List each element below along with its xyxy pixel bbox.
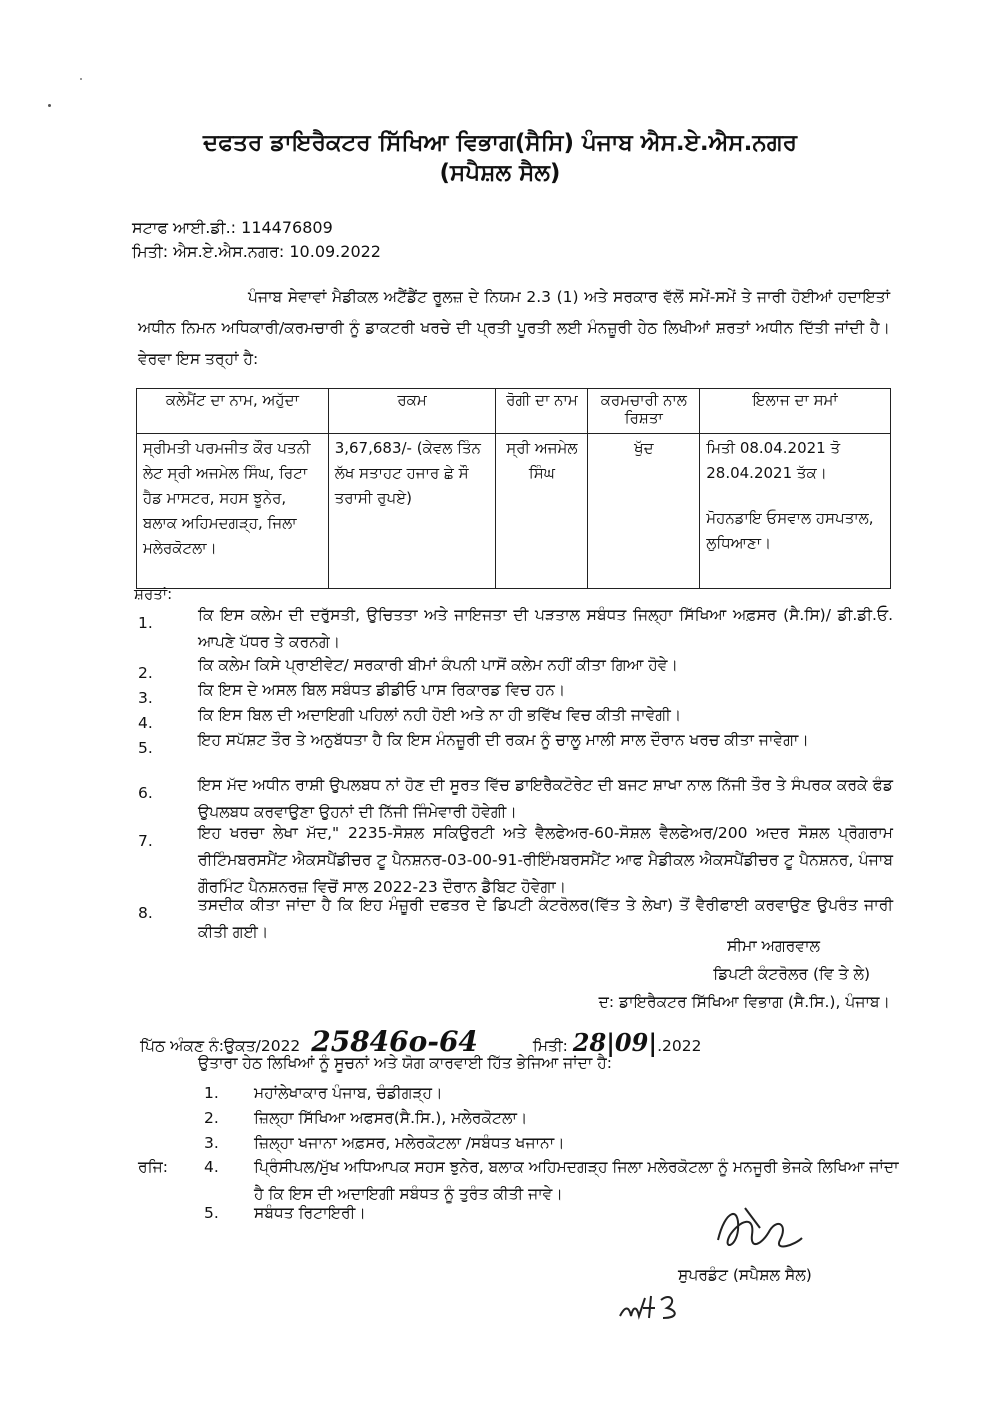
conditions-heading: ਸ਼ਰਤਾਂ: (134, 585, 173, 603)
header-treatment-period: ਇਲਾਜ ਦਾ ਸਮਾਂ (700, 389, 891, 434)
cell-claimant: ਸ੍ਰੀਮਤੀ ਪਰਮਜੀਤ ਕੌਰ ਪਤਨੀ ਲੇਟ ਸ੍ਰੀ ਅਜਮੇਲ ਸਿੰਘ, ਰਿਟਾ ਹੈਡ ਮਾਸਟਰ, ਸਹਸ ਝੂਨੇਰ, ਬਲਾਕ ਅਹਿਮਦਗੜ੍ਹ, ਜਿਲਾ ਮਲੇਰਕੋਟਲਾ। (137, 434, 329, 589)
office-title: ਦਫਤਰ ਡਾਇਰੈਕਟਰ ਸਿੱਖਿਆ ਵਿਭਾਗ(ਸੈਸਿ) ਪੰਜਾਬ ਐਸ.ਏ.ਐਸ.ਨਗਰ (202, 130, 797, 156)
signatory-designation: ਡਿਪਟੀ ਕੰਟਰੋਲਰ (ਵਿ ਤੇ ਲੇ) (713, 965, 870, 983)
header-claimant: ਕਲੇਮੈਂਟ ਦਾ ਨਾਮ, ਅਹੁੱਦਾ (137, 389, 329, 434)
header-patient: ਰੋਗੀ ਦਾ ਨਾਮ (496, 389, 588, 434)
copy-forward-line: ਉਤਾਰਾ ਹੇਠ ਲਿਖਿਆਂ ਨੂੰ ਸੂਚਨਾਂ ਅਤੇ ਯੋਗ ਕਾਰਵਾਈ ਹਿੱਤ ਭੇਜਿਆ ਜਾਂਦਾ ਹੈ: (198, 1054, 613, 1072)
header-relation: ਕਰਮਚਾਰੀ ਨਾਲ ਰਿਸ਼ਤਾ (588, 389, 700, 434)
treatment-dates: ਮਿਤੀ 08.04.2021 ਤੋ 28.04.2021 ਤੱਕ। (706, 439, 841, 482)
header-amount: ਰਕਮ (328, 389, 496, 434)
handwritten-signature (700, 1200, 810, 1260)
office-subtitle: (ਸਪੈਸ਼ਲ ਸੈਲ) (439, 160, 561, 186)
endorsement-year: .2022 (657, 1037, 702, 1055)
signatory-name: ਸੀਮਾ ਅਗਰਵਾਲ (727, 937, 820, 955)
endorsement-date-label: ਮਿਤੀ: (532, 1037, 568, 1055)
cell-treatment-period (700, 434, 891, 589)
scan-speck (48, 104, 51, 107)
endorsement-number: 25846o-64 (311, 1025, 478, 1058)
scan-speck (80, 78, 82, 80)
table-header-row (137, 389, 891, 434)
intro-paragraph: ਪੰਜਾਬ ਸੇਵਾਵਾਂ ਮੈਡੀਕਲ ਅਟੈਂਡੈਂਟ ਰੂਲਜ਼ ਦੇ ਨਿਯਮ 2.3 (1) ਅਤੇ ਸਰਕਾਰ ਵੱਲੋਂ ਸਮੇਂ-ਸਮੇਂ ਤੇ ਜਾਰੀ ਹੋਈਆਂ ਹਦਾਇਤਾਂ ਅਧੀਨ ਨਿਮਨ ਅਧਿਕਾਰੀ/ਕਰਮਚਾਰੀ ਨੂੰ ਡਾਕਟਰੀ ਖਰਚੇ ਦੀ ਪ੍ਰਤੀ ਪੂਰਤੀ ਲਈ ਮੰਨਜ਼ੂਰੀ ਹੇਠ ਲਿਖੀਆਂ ਸ਼ਰਤਾਂ ਅਧੀਨ ਦਿੱਤੀ ਜਾਂਦੀ ਹੈ। ਵੇਰਵਾ ਇਸ ਤਰ੍ਹਾਂ ਹੈ: (138, 288, 890, 368)
cell-patient: ਸ੍ਰੀ ਅਜਮੇਲ ਸਿੰਘ (496, 434, 588, 589)
cell-amount: 3,67,683/- (ਕੇਵਲ ਤਿੰਨ ਲੱਖ ਸਤਾਹਟ ਹਜਾਰ ਛੇ ਸੌ ਤਰਾਸੀ ਰੁਪਏ) (328, 434, 496, 589)
initials-scribble (615, 1288, 695, 1324)
letter-date: ਮਿਤੀ: ਐਸ.ਏ.ਐਸ.ਨਗਰ: 10.09.2022 (132, 242, 381, 261)
staff-id: ਸਟਾਫ ਆਈ.ਡੀ.: 114476809 (132, 218, 333, 237)
hospital-name: ਮੋਹਨਡਾਇ ਓਸਵਾਲ ਹਸਪਤਾਲ, ਲੁਧਿਆਣਾ। (706, 509, 874, 552)
endorsement-prefix: ਪਿੱਠ ਅੰਕਣ ਨੰ:ਉਕਤ/2022 (140, 1037, 301, 1055)
superintendent-designation: ਸੁਪਰਡੰਟ (ਸਪੈਸ਼ਲ ਸੈਲ) (678, 1266, 812, 1284)
table-row (137, 434, 891, 589)
signatory-block (599, 932, 890, 1016)
cell-relation: ਖੁੱਦ (588, 434, 700, 589)
claim-table (136, 388, 891, 589)
endorsement-date: 28|09| (572, 1028, 658, 1057)
signatory-office: ਦ: ਡਾਇਰੈਕਟਰ ਸਿੱਖਿਆ ਵਿਭਾਗ (ਸੈ.ਸਿ.), ਪੰਜਾਬ। (598, 993, 890, 1011)
